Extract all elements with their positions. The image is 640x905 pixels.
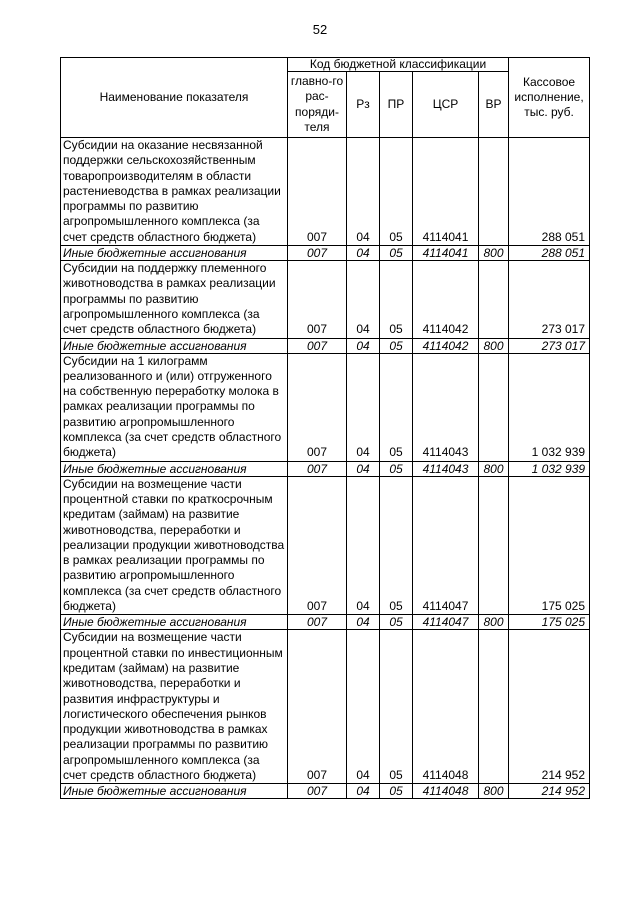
row-csr: 4114043 bbox=[413, 461, 479, 476]
row-rz: 04 bbox=[347, 630, 380, 784]
row-csr: 4114042 bbox=[413, 261, 479, 338]
subsidy-row bbox=[61, 476, 590, 615]
row-rz: 04 bbox=[347, 615, 380, 630]
row-name: Субсидии на 1 килограмм реализованного и (или) отгруженного на собственную переработку молока в рамках реализации программы по развитию агропромышленного комплекса (за счет средств областного бюджета) bbox=[61, 353, 288, 461]
row-pr: 05 bbox=[380, 615, 413, 630]
header-rz: Рз bbox=[347, 72, 380, 138]
row-vr bbox=[479, 261, 509, 338]
row-amount: 214 952 bbox=[509, 784, 590, 799]
row-name: Субсидии на возмещение части процентной ставки по краткосрочным кредитам (займам) на развитие животноводства, переработки и реализации продукции животноводства в рамках реализации программы по развитию агропромышленного комплекса (за счет средств областного бюджета) bbox=[61, 476, 288, 615]
subsidy-row bbox=[61, 138, 590, 246]
row-vr bbox=[479, 630, 509, 784]
row-admin: 007 bbox=[288, 630, 347, 784]
allocation-row bbox=[61, 246, 590, 261]
row-csr: 4114042 bbox=[413, 338, 479, 353]
row-vr: 800 bbox=[479, 784, 509, 799]
row-amount: 1 032 939 bbox=[509, 461, 590, 476]
row-admin: 007 bbox=[288, 784, 347, 799]
row-pr: 05 bbox=[380, 630, 413, 784]
row-pr: 05 bbox=[380, 246, 413, 261]
subsidy-row bbox=[61, 630, 590, 784]
row-amount: 214 952 bbox=[509, 630, 590, 784]
row-admin: 007 bbox=[288, 353, 347, 461]
row-name: Иные бюджетные ассигнования bbox=[61, 338, 288, 353]
allocation-row bbox=[61, 338, 590, 353]
header-admin: главно-го рас-поряди-теля bbox=[288, 72, 347, 138]
row-rz: 04 bbox=[347, 353, 380, 461]
row-rz: 04 bbox=[347, 476, 380, 615]
row-amount: 273 017 bbox=[509, 338, 590, 353]
allocation-row bbox=[61, 615, 590, 630]
row-admin: 007 bbox=[288, 338, 347, 353]
page-number: 52 bbox=[312, 22, 328, 37]
row-amount: 288 051 bbox=[509, 246, 590, 261]
row-csr: 4114047 bbox=[413, 615, 479, 630]
row-csr: 4114041 bbox=[413, 138, 479, 246]
row-amount: 175 025 bbox=[509, 476, 590, 615]
row-admin: 007 bbox=[288, 476, 347, 615]
header-amount: Кассовое исполнение, тыс. руб. bbox=[509, 58, 590, 138]
row-admin: 007 bbox=[288, 138, 347, 246]
row-vr bbox=[479, 476, 509, 615]
row-pr: 05 bbox=[380, 461, 413, 476]
row-amount: 1 032 939 bbox=[509, 353, 590, 461]
row-rz: 04 bbox=[347, 338, 380, 353]
row-rz: 04 bbox=[347, 784, 380, 799]
row-csr: 4114048 bbox=[413, 630, 479, 784]
row-vr: 800 bbox=[479, 461, 509, 476]
subsidy-row bbox=[61, 353, 590, 461]
row-rz: 04 bbox=[347, 461, 380, 476]
row-rz: 04 bbox=[347, 261, 380, 338]
row-vr: 800 bbox=[479, 338, 509, 353]
row-name: Иные бюджетные ассигнования bbox=[61, 246, 288, 261]
row-name: Субсидии на оказание несвязанной поддержки сельскохозяйственным товаропроизводителям в области растениеводства в рамках реализации программы по развитию агропромышленного комплекса (за счет средств областного бюджета) bbox=[61, 138, 288, 246]
header-name: Наименование показателя bbox=[61, 58, 288, 138]
row-name: Субсидии на возмещение части процентной ставки по инвестиционным кредитам (займам) на развитие животноводства, переработки и развития инфраструктуры и логистического обеспечения рынков продукции животноводства в рамках реализации программы по развитию агропромышленного комплекса (за счет средств областного бюджета) bbox=[61, 630, 288, 784]
row-rz: 04 bbox=[347, 138, 380, 246]
row-admin: 007 bbox=[288, 246, 347, 261]
row-csr: 4114043 bbox=[413, 353, 479, 461]
row-admin: 007 bbox=[288, 615, 347, 630]
row-pr: 05 bbox=[380, 261, 413, 338]
header-csr: ЦСР bbox=[413, 72, 479, 138]
row-csr: 4114047 bbox=[413, 476, 479, 615]
row-name: Иные бюджетные ассигнования bbox=[61, 615, 288, 630]
row-csr: 4114048 bbox=[413, 784, 479, 799]
row-pr: 05 bbox=[380, 784, 413, 799]
row-amount: 288 051 bbox=[509, 138, 590, 246]
row-vr: 800 bbox=[479, 246, 509, 261]
row-vr bbox=[479, 138, 509, 246]
header-code-group: Код бюджетной классификации bbox=[288, 58, 509, 72]
row-vr bbox=[479, 353, 509, 461]
row-admin: 007 bbox=[288, 261, 347, 338]
row-admin: 007 bbox=[288, 461, 347, 476]
allocation-row bbox=[61, 461, 590, 476]
allocation-row bbox=[61, 784, 590, 799]
budget-table bbox=[60, 57, 590, 799]
row-amount: 273 017 bbox=[509, 261, 590, 338]
row-pr: 05 bbox=[380, 353, 413, 461]
row-name: Субсидии на поддержку племенного животноводства в рамках реализации программы по развитию агропромышленного комплекса (за счет средств областного бюджета) bbox=[61, 261, 288, 338]
row-pr: 05 bbox=[380, 338, 413, 353]
header-pr: ПР bbox=[380, 72, 413, 138]
row-vr: 800 bbox=[479, 615, 509, 630]
row-rz: 04 bbox=[347, 246, 380, 261]
row-pr: 05 bbox=[380, 138, 413, 246]
header-vr: ВР bbox=[479, 72, 509, 138]
row-csr: 4114041 bbox=[413, 246, 479, 261]
row-pr: 05 bbox=[380, 476, 413, 615]
row-amount: 175 025 bbox=[509, 615, 590, 630]
row-name: Иные бюджетные ассигнования bbox=[61, 461, 288, 476]
row-name: Иные бюджетные ассигнования bbox=[61, 784, 288, 799]
subsidy-row bbox=[61, 261, 590, 338]
